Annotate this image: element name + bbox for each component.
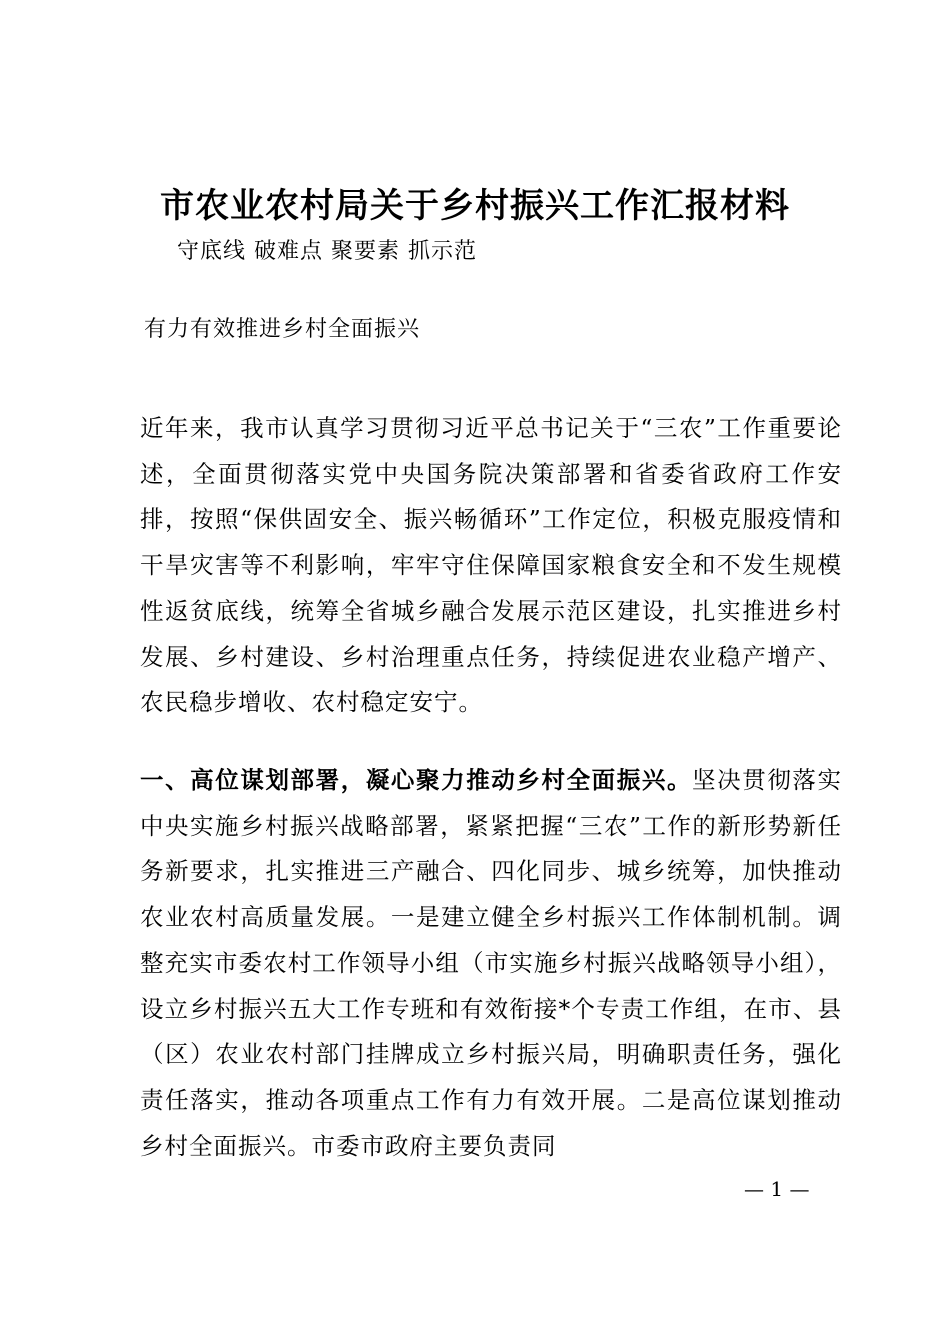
paragraph-intro: 近年来，我市认真学习贯彻习近平总书记关于“三农”工作重要论述，全面贯彻落实党中央国务院决策部署和省委省政府工作安排，按照“保供固安全、振兴畅循环”工作定位，积极克服疫情和干旱灾害等不利影响，牢牢守住保障国家粮食安全和不发生规模性返贫底线，统筹全省城乡融合发展示范区建设，扎实推进乡村发展、乡村建设、乡村治理重点任务，持续促进农业稳产增产、农民稳步增收、农村稳定安宁。	[140, 414, 842, 717]
document-title: 市农业农村局关于乡村振兴工作汇报材料	[160, 186, 790, 226]
section-body: 坚决贯彻落实中央实施乡村振兴战略部署，紧紧把握“三农”工作的新形势新任务新要求，扎实推进三产融合、四化同步、城乡统筹，加快推动农业农村高质量发展。一是建立健全乡村振兴工作体制机制。调整充实市委农村工作领导小组（市实施乡村振兴战略领导小组），设立乡村振兴五大工作专班和有效衔接*个专责工作组，在市、县（区）农业农村部门挂牌成立乡村振兴局，明确职责任务，强化责任落实，推动各项重点工作有力有效开展。二是高位谋划推动乡村全面振兴。市委市政府主要负责同	[140, 766, 843, 1160]
section-heading: 一、高位谋划部署，凝心聚力推动乡村全面振兴。	[140, 766, 693, 794]
paragraph-section-1	[128, 758, 842, 1169]
page-number: — 1 —	[744, 1177, 810, 1201]
document-subtitle: 守底线 破难点 聚要素 抓示范	[177, 239, 477, 264]
document-subtitle-2: 有力有效推进乡村全面振兴	[144, 317, 421, 342]
